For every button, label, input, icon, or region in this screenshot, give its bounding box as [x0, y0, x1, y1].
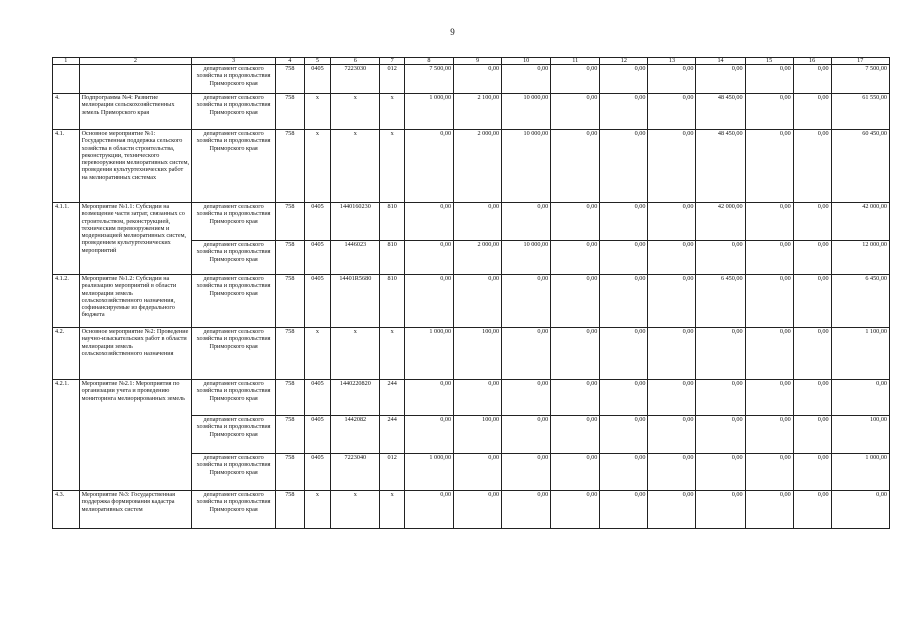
amount-cell: 1 000,00 [831, 454, 889, 491]
executor-cell: департамент сельского хозяйства и продовольствия Приморского края [192, 491, 276, 529]
column-header: 14 [696, 58, 745, 65]
target-article-cell: 1446023 [331, 241, 380, 275]
amount-cell: 0,00 [648, 328, 696, 380]
amount-cell: 0,00 [745, 275, 793, 328]
item-name-cell: Основное мероприятие №1: Государственная поддержка сельского хозяйства в области строительства, реконструкции, технического перевооружения мелиоративных систем, проведения культуртехнических работ на мелиоративных системах [79, 130, 192, 203]
row-number-cell: 4.1. [53, 130, 80, 203]
amount-cell: 6 450,00 [831, 275, 889, 328]
amount-cell: 0,00 [600, 275, 648, 328]
expense-type-cell: х [380, 94, 405, 130]
amount-cell: 0,00 [793, 65, 831, 94]
amount-cell: 0,00 [745, 380, 793, 416]
target-article-cell: 1440220820 [331, 380, 380, 416]
amount-cell: 0,00 [551, 416, 600, 454]
amount-cell: 10 000,00 [502, 94, 551, 130]
amount-cell: 0,00 [404, 203, 453, 241]
expense-type-cell: 012 [380, 454, 405, 491]
item-name-cell: Подпрограмма №4: Развитие мелиорации сельскохозяйственных земель Приморского края [79, 94, 192, 130]
amount-cell: 0,00 [404, 380, 453, 416]
column-header: 5 [304, 58, 331, 65]
code-cell: 758 [276, 491, 305, 529]
section-cell: 0405 [304, 275, 331, 328]
section-cell: х [304, 491, 331, 529]
amount-cell: 0,00 [648, 416, 696, 454]
amount-cell: 0,00 [648, 275, 696, 328]
row-number-cell [53, 65, 80, 94]
executor-cell: департамент сельского хозяйства и продовольствия Приморского края [192, 65, 276, 94]
amount-cell: 0,00 [404, 275, 453, 328]
table-row [53, 491, 890, 529]
amount-cell: 0,00 [551, 130, 600, 203]
amount-cell: 0,00 [551, 94, 600, 130]
amount-cell: 0,00 [745, 203, 793, 241]
table-row [53, 94, 890, 130]
amount-cell: 100,00 [831, 416, 889, 454]
section-cell: 0405 [304, 203, 331, 241]
amount-cell: 0,00 [648, 454, 696, 491]
amount-cell: 0,00 [648, 130, 696, 203]
amount-cell: 1 000,00 [404, 328, 453, 380]
row-number-cell: 4.3. [53, 491, 80, 529]
amount-cell: 0,00 [745, 130, 793, 203]
amount-cell: 0,00 [793, 416, 831, 454]
amount-cell: 0,00 [793, 203, 831, 241]
amount-cell: 10 000,00 [502, 130, 551, 203]
amount-cell: 0,00 [648, 491, 696, 529]
amount-cell: 0,00 [648, 380, 696, 416]
executor-cell: департамент сельского хозяйства и продовольствия Приморского края [192, 328, 276, 380]
amount-cell: 1 100,00 [831, 328, 889, 380]
code-cell: 758 [276, 65, 305, 94]
section-cell: 0405 [304, 416, 331, 454]
column-header: 1 [53, 58, 80, 65]
amount-cell: 0,00 [551, 65, 600, 94]
code-cell: 758 [276, 94, 305, 130]
amount-cell: 0,00 [600, 241, 648, 275]
amount-cell: 0,00 [404, 416, 453, 454]
expense-type-cell: 244 [380, 416, 405, 454]
column-header: 12 [600, 58, 648, 65]
amount-cell: 0,00 [793, 275, 831, 328]
section-cell: 0405 [304, 65, 331, 94]
amount-cell: 0,00 [600, 416, 648, 454]
item-name-cell: Основное мероприятие №2: Проведение научно-изыскательских работ в области мелиорации земель сельскохозяйственного назначения [79, 328, 192, 380]
amount-cell: 0,00 [831, 380, 889, 416]
amount-cell: 0,00 [696, 328, 745, 380]
column-header: 4 [276, 58, 305, 65]
amount-cell: 0,00 [551, 454, 600, 491]
amount-cell: 0,00 [696, 380, 745, 416]
amount-cell: 0,00 [502, 328, 551, 380]
amount-cell: 12 000,00 [831, 241, 889, 275]
expense-type-cell: 244 [380, 380, 405, 416]
amount-cell: 0,00 [600, 94, 648, 130]
column-header: 9 [454, 58, 502, 65]
section-cell: 0405 [304, 241, 331, 275]
item-name-cell: Мероприятие №1.2: Субсидии на реализацию мероприятий в области мелиорации земель сельскохозяйственного назначения, софинансируемые из федерального бюджета [79, 275, 192, 328]
amount-cell: 0,00 [793, 94, 831, 130]
amount-cell: 0,00 [502, 380, 551, 416]
amount-cell: 0,00 [454, 454, 502, 491]
amount-cell: 0,00 [696, 491, 745, 529]
amount-cell: 0,00 [600, 454, 648, 491]
amount-cell: 42 000,00 [831, 203, 889, 241]
column-header: 3 [192, 58, 276, 65]
amount-cell: 0,00 [745, 328, 793, 380]
code-cell: 758 [276, 454, 305, 491]
amount-cell: 0,00 [454, 65, 502, 94]
target-article-cell: 1442082 [331, 416, 380, 454]
amount-cell: 0,00 [648, 241, 696, 275]
target-article-cell: 1440160230 [331, 203, 380, 241]
section-cell: х [304, 94, 331, 130]
amount-cell: 0,00 [551, 380, 600, 416]
target-article-cell: х [331, 328, 380, 380]
row-number-cell: 4.2. [53, 328, 80, 380]
amount-cell: 0,00 [696, 65, 745, 94]
amount-cell: 0,00 [600, 380, 648, 416]
amount-cell: 0,00 [745, 491, 793, 529]
amount-cell: 0,00 [696, 241, 745, 275]
executor-cell: департамент сельского хозяйства и продовольствия Приморского края [192, 94, 276, 130]
expense-type-cell: х [380, 130, 405, 203]
amount-cell: 10 000,00 [502, 241, 551, 275]
code-cell: 758 [276, 328, 305, 380]
amount-cell: 0,00 [831, 491, 889, 529]
table-row [53, 380, 890, 416]
target-article-cell: х [331, 94, 380, 130]
code-cell: 758 [276, 203, 305, 241]
column-header: 2 [79, 58, 192, 65]
item-name-cell: Мероприятие №1.1: Субсидии на возмещение части затрат, связанных со строительством, реконструкцией, техническим перевооружением и модернизацией мелиоративных систем, проведением культуртехнических мероприятий [79, 203, 192, 275]
amount-cell: 0,00 [793, 380, 831, 416]
expense-type-cell: 810 [380, 203, 405, 241]
amount-cell: 42 000,00 [696, 203, 745, 241]
row-number-cell: 4.1.1. [53, 203, 80, 275]
executor-cell: департамент сельского хозяйства и продовольствия Приморского края [192, 203, 276, 241]
amount-cell: 60 450,00 [831, 130, 889, 203]
table-row [53, 328, 890, 380]
amount-cell: 0,00 [502, 275, 551, 328]
table-body [53, 65, 890, 529]
amount-cell: 0,00 [502, 416, 551, 454]
amount-cell: 0,00 [745, 65, 793, 94]
amount-cell: 0,00 [793, 491, 831, 529]
code-cell: 758 [276, 416, 305, 454]
amount-cell: 0,00 [404, 130, 453, 203]
amount-cell: 1 000,00 [404, 94, 453, 130]
amount-cell: 61 550,00 [831, 94, 889, 130]
section-cell: 0405 [304, 380, 331, 416]
amount-cell: 0,00 [551, 491, 600, 529]
amount-cell: 0,00 [745, 416, 793, 454]
executor-cell: департамент сельского хозяйства и продовольствия Приморского края [192, 380, 276, 416]
amount-cell: 0,00 [404, 491, 453, 529]
page-number: 9 [450, 27, 455, 37]
amount-cell: 0,00 [502, 203, 551, 241]
amount-cell: 0,00 [454, 275, 502, 328]
target-article-cell: 7223040 [331, 454, 380, 491]
amount-cell: 2 100,00 [454, 94, 502, 130]
amount-cell: 0,00 [454, 380, 502, 416]
section-cell: х [304, 130, 331, 203]
amount-cell: 0,00 [404, 241, 453, 275]
amount-cell: 1 000,00 [404, 454, 453, 491]
code-cell: 758 [276, 275, 305, 328]
code-cell: 758 [276, 241, 305, 275]
row-number-cell: 4. [53, 94, 80, 130]
table-row [53, 275, 890, 328]
executor-cell: департамент сельского хозяйства и продовольствия Приморского края [192, 275, 276, 328]
amount-cell: 2 000,00 [454, 130, 502, 203]
amount-cell: 0,00 [793, 454, 831, 491]
executor-cell: департамент сельского хозяйства и продовольствия Приморского края [192, 416, 276, 454]
amount-cell: 0,00 [648, 94, 696, 130]
amount-cell: 0,00 [793, 130, 831, 203]
amount-cell: 0,00 [600, 65, 648, 94]
amount-cell: 0,00 [600, 130, 648, 203]
amount-cell: 0,00 [454, 491, 502, 529]
executor-cell: департамент сельского хозяйства и продовольствия Приморского края [192, 454, 276, 491]
table-row [53, 65, 890, 94]
code-cell: 758 [276, 380, 305, 416]
amount-cell: 0,00 [502, 491, 551, 529]
executor-cell: департамент сельского хозяйства и продовольствия Приморского края [192, 241, 276, 275]
table-row [53, 130, 890, 203]
expense-type-cell: 810 [380, 275, 405, 328]
amount-cell: 0,00 [696, 454, 745, 491]
amount-cell: 0,00 [502, 454, 551, 491]
amount-cell: 0,00 [551, 203, 600, 241]
amount-cell: 0,00 [600, 491, 648, 529]
target-article-cell: 7223030 [331, 65, 380, 94]
expense-type-cell: 012 [380, 65, 405, 94]
amount-cell: 0,00 [454, 203, 502, 241]
column-header: 13 [648, 58, 696, 65]
expense-type-cell: х [380, 328, 405, 380]
row-number-cell: 4.1.2. [53, 275, 80, 328]
expense-type-cell: х [380, 491, 405, 529]
amount-cell: 0,00 [502, 65, 551, 94]
table-header-row [53, 58, 890, 65]
amount-cell: 100,00 [454, 416, 502, 454]
amount-cell: 2 000,00 [454, 241, 502, 275]
column-header: 10 [502, 58, 551, 65]
amount-cell: 100,00 [454, 328, 502, 380]
item-name-cell: Мероприятие №3: Государственная поддержка формирования кадастра мелиоративных систем [79, 491, 192, 529]
column-header: 6 [331, 58, 380, 65]
column-header: 7 [380, 58, 405, 65]
amount-cell: 0,00 [648, 65, 696, 94]
amount-cell: 6 450,00 [696, 275, 745, 328]
item-name-cell: Мероприятие №2.1: Мероприятия по организации учета и проведению мониторинга мелиорированных земель [79, 380, 192, 491]
amount-cell: 0,00 [648, 203, 696, 241]
target-article-cell: 14401R5680 [331, 275, 380, 328]
target-article-cell: х [331, 130, 380, 203]
amount-cell: 7 500,00 [831, 65, 889, 94]
amount-cell: 48 450,00 [696, 130, 745, 203]
amount-cell: 0,00 [745, 454, 793, 491]
amount-cell: 0,00 [745, 241, 793, 275]
amount-cell: 0,00 [551, 241, 600, 275]
column-header: 16 [793, 58, 831, 65]
section-cell: 0405 [304, 454, 331, 491]
amount-cell: 0,00 [551, 275, 600, 328]
amount-cell: 0,00 [551, 328, 600, 380]
amount-cell: 48 450,00 [696, 94, 745, 130]
executor-cell: департамент сельского хозяйства и продовольствия Приморского края [192, 130, 276, 203]
budget-table [52, 57, 890, 529]
amount-cell: 0,00 [696, 416, 745, 454]
column-header: 17 [831, 58, 889, 65]
target-article-cell: х [331, 491, 380, 529]
column-header: 11 [551, 58, 600, 65]
row-number-cell: 4.2.1. [53, 380, 80, 491]
amount-cell: 0,00 [600, 203, 648, 241]
column-header: 15 [745, 58, 793, 65]
expense-type-cell: 810 [380, 241, 405, 275]
item-name-cell [79, 65, 192, 94]
amount-cell: 7 500,00 [404, 65, 453, 94]
amount-cell: 0,00 [793, 241, 831, 275]
amount-cell: 0,00 [793, 328, 831, 380]
code-cell: 758 [276, 130, 305, 203]
section-cell: х [304, 328, 331, 380]
table-row [53, 203, 890, 241]
amount-cell: 0,00 [600, 328, 648, 380]
column-header: 8 [404, 58, 453, 65]
amount-cell: 0,00 [745, 94, 793, 130]
